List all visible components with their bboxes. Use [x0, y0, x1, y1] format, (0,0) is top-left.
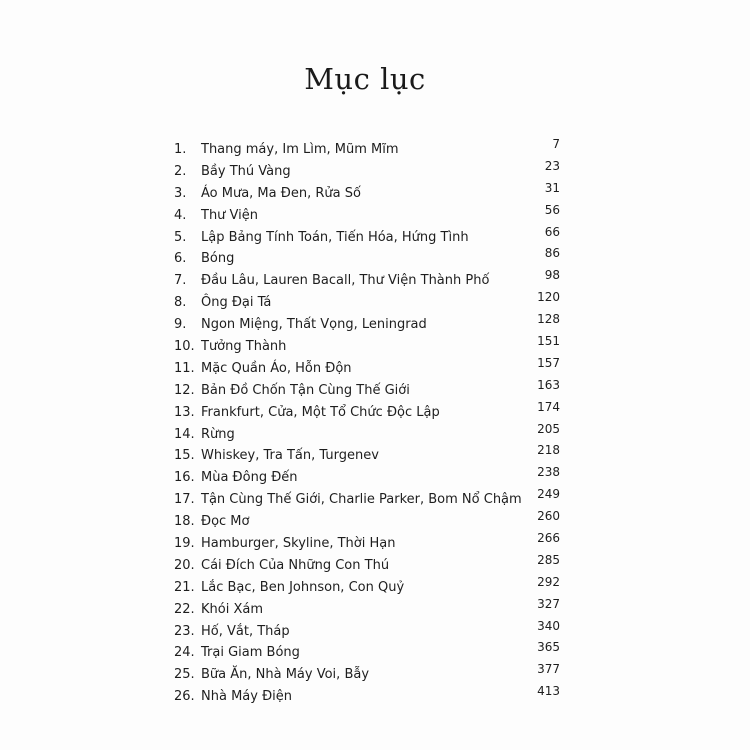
toc-entry-title: Cái Đích Của Những Con Thú [201, 557, 390, 573]
toc-entry-page-number: 205 [537, 421, 560, 436]
toc-entry-page-number: 327 [537, 596, 560, 611]
toc-entry [174, 202, 564, 227]
toc-entry [174, 489, 564, 511]
toc-entry-page-number: 7 [552, 137, 560, 151]
toc-entry [174, 664, 564, 686]
toc-entry-title: Nhà Máy Điện [201, 689, 292, 705]
toc-entry [174, 180, 564, 205]
toc-entry-page-number: 56 [544, 202, 560, 217]
toc-entry-number: 26. [174, 689, 195, 705]
toc-entry [174, 574, 564, 599]
toc-entry [174, 686, 564, 708]
toc-entry-page-number: 340 [537, 618, 560, 633]
toc-entry-title: Mùa Đông Đến [201, 470, 298, 486]
toc-entry-title: Trại Giam Bóng [201, 645, 300, 661]
toc-entry-page-number: 260 [537, 509, 560, 524]
toc-entry [174, 467, 564, 489]
toc-entry [174, 642, 564, 664]
toc-entry-number: 8. [174, 295, 187, 311]
toc-entry-title: Thang máy, Im Lìm, Mũm Mĩm [201, 142, 399, 157]
toc-entry-title: Lắc Bạc, Ben Johnson, Con Quỷ [201, 579, 405, 595]
toc-entry [174, 552, 564, 577]
toc-entry-number: 18. [174, 514, 195, 530]
toc-entry-number: 13. [174, 404, 195, 420]
page-title: Mục lục [304, 62, 426, 96]
toc-entry-page-number: 31 [544, 180, 560, 195]
toc-entry-number: 14. [174, 426, 195, 442]
toc-entry-page-number: 413 [537, 684, 560, 699]
toc-entry [174, 270, 564, 292]
toc-entry-title: Rừng [201, 426, 235, 442]
toc-entry-page-number: 377 [537, 662, 560, 677]
toc-entry-title: Whiskey, Tra Tấn, Turgenev [201, 448, 379, 464]
toc-entry-page-number: 365 [537, 640, 560, 655]
toc-entry [174, 533, 564, 555]
toc-entry-page-number: 285 [537, 552, 560, 567]
toc-entry-page-number: 128 [537, 312, 560, 327]
toc-entry [174, 224, 564, 249]
toc-entry-title: Tận Cùng Thế Giới, Charlie Parker, Bom Nổ Chậm [201, 492, 522, 508]
toc-entry-number: 4. [174, 207, 187, 223]
toc-entry-page-number: 86 [544, 246, 560, 261]
toc-entry [174, 421, 564, 446]
toc-entry-number: 1. [174, 142, 187, 157]
toc-entry-number: 10. [174, 339, 195, 355]
toc-entry-number: 19. [174, 536, 195, 552]
toc-entry [174, 399, 564, 424]
toc-entry-number: 16. [174, 470, 195, 486]
toc-entry-page-number: 98 [544, 268, 560, 283]
toc-entry [174, 355, 564, 380]
toc-entry-title: Hamburger, Skyline, Thời Hạn [201, 536, 396, 552]
toc-entry-title: Bản Đồ Chốn Tận Cùng Thế Giới [201, 382, 410, 398]
toc-entry-number: 23. [174, 623, 195, 639]
toc-entry-page-number: 23 [544, 158, 560, 173]
toc-entry-number: 7. [174, 273, 187, 289]
toc-entry-number: 6. [174, 251, 187, 267]
toc-entry [174, 158, 564, 183]
toc-entry-title: Thư Viện [201, 207, 259, 223]
toc-entry [174, 139, 564, 161]
toc-entry-number: 5. [174, 229, 187, 245]
toc-entry-title: Lập Bảng Tính Toán, Tiến Hóa, Hứng Tình [201, 229, 469, 245]
table-of-contents [174, 139, 564, 708]
toc-entry-page-number: 163 [537, 377, 560, 392]
toc-entry-title: Khói Xám [201, 601, 263, 617]
toc-entry-number: 15. [174, 448, 195, 464]
toc-entry-page-number: 238 [537, 465, 560, 480]
toc-entry-page-number: 120 [537, 290, 560, 305]
toc-entry-number: 11. [174, 360, 195, 376]
toc-entry-number: 12. [174, 382, 195, 398]
toc-entry-title: Áo Mưa, Ma Đen, Rửa Số [201, 185, 361, 201]
toc-entry-title: Đầu Lâu, Lauren Bacall, Thư Viện Thành Phố [201, 273, 490, 289]
toc-entry-title: Bóng [201, 251, 235, 267]
toc-entry-number: 20. [174, 557, 195, 573]
toc-entry-title: Tưởng Thành [201, 339, 287, 355]
toc-entry-title: Frankfurt, Cửa, Một Tổ Chức Độc Lập [201, 404, 440, 420]
toc-entry-number: 25. [174, 667, 195, 683]
toc-entry-number: 9. [174, 317, 187, 333]
toc-entry-number: 17. [174, 492, 195, 508]
toc-entry [174, 292, 564, 314]
toc-entry-title: Đọc Mơ [201, 514, 250, 530]
toc-entry-page-number: 66 [544, 224, 560, 239]
toc-entry-page-number: 249 [537, 487, 560, 502]
toc-entry-title: Ông Đại Tá [201, 295, 272, 311]
toc-entry-page-number: 292 [537, 574, 560, 589]
toc-entry [174, 336, 564, 358]
toc-entry-page-number: 218 [537, 443, 560, 458]
toc-entry-title: Hố, Vắt, Tháp [201, 623, 290, 639]
toc-entry-page-number: 157 [537, 355, 560, 370]
toc-entry-title: Mặc Quần Áo, Hỗn Độn [201, 360, 352, 376]
toc-entry [174, 248, 564, 270]
toc-entry-number: 22. [174, 601, 195, 617]
toc-entry-page-number: 266 [537, 531, 560, 546]
toc-entry [174, 377, 564, 402]
toc-entry [174, 618, 564, 643]
toc-entry [174, 314, 564, 336]
toc-entry-title: Ngon Miệng, Thất Vọng, Leningrad [201, 317, 427, 333]
toc-entry-page-number: 151 [537, 334, 560, 349]
toc-entry [174, 511, 564, 533]
toc-entry-title: Bữa Ăn, Nhà Máy Voi, Bẫy [201, 667, 370, 683]
toc-entry [174, 445, 564, 467]
toc-entry-number: 21. [174, 579, 195, 595]
toc-entry-number: 24. [174, 645, 195, 661]
toc-entry-number: 3. [174, 185, 187, 201]
toc-entry-page-number: 174 [537, 399, 560, 414]
toc-entry [174, 596, 564, 621]
toc-entry-number: 2. [174, 163, 187, 179]
toc-entry-title: Bầy Thú Vàng [201, 163, 291, 179]
